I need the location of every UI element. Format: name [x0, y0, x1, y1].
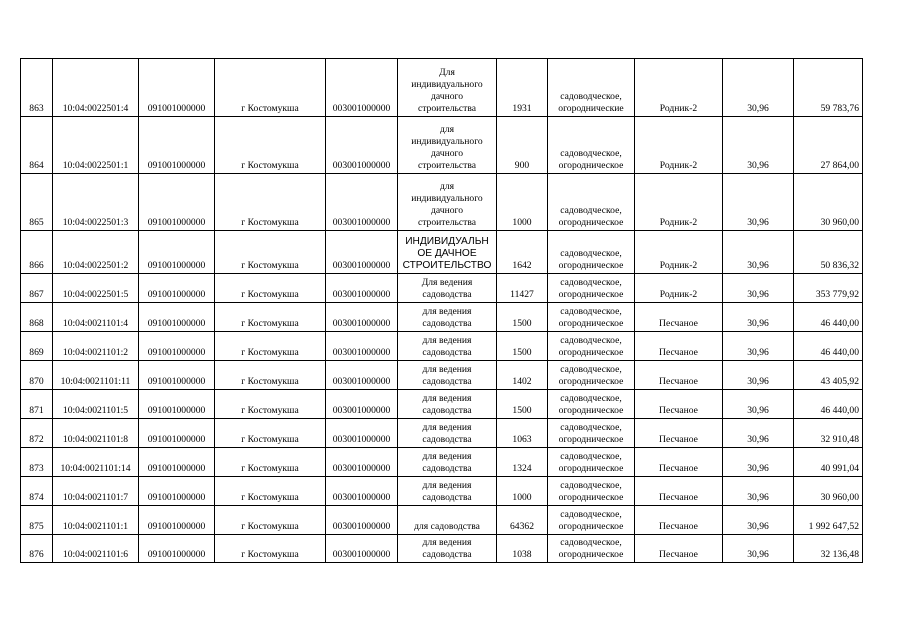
land-register-table	[20, 58, 863, 563]
permitted-use-line: строительства	[417, 103, 477, 114]
settlement-cell: Песчаное	[635, 506, 723, 535]
land-category-cell	[548, 477, 635, 506]
land-category-line: садоводческое,	[560, 422, 622, 433]
row-number-cell: 873	[21, 448, 53, 477]
area-cell: 1642	[497, 231, 548, 274]
land-category-line: огородническое	[558, 376, 624, 387]
permitted-use-cell	[398, 59, 497, 117]
permitted-use-cell	[398, 390, 497, 419]
location-code-cell: 003001000000	[326, 231, 398, 274]
rate-cell: 30,96	[723, 448, 794, 477]
oktmo-code-cell: 091001000000	[139, 59, 215, 117]
land-category-line: огородническое	[558, 318, 624, 329]
permitted-use-line: садоводства	[422, 376, 472, 387]
cadastral-value-cell: 32 136,48	[794, 535, 863, 563]
land-category-line: садоводческое,	[560, 537, 622, 548]
city-cell: г Костомукша	[215, 174, 326, 231]
permitted-use-cell	[398, 332, 497, 361]
area-cell: 1500	[497, 332, 548, 361]
permitted-use-line: индивидуального	[411, 136, 483, 147]
permitted-use-line: садоводства	[422, 492, 472, 503]
land-category-cell	[548, 361, 635, 390]
land-category-cell	[548, 231, 635, 274]
cadastral-number-cell: 10:04:0021101:2	[53, 332, 139, 361]
permitted-use-line: для ведения	[422, 306, 472, 317]
area-cell: 900	[497, 117, 548, 174]
settlement-cell: Песчаное	[635, 477, 723, 506]
permitted-use-line: для ведения	[422, 393, 472, 404]
table-row	[21, 506, 863, 535]
permitted-use-line: для ведения	[422, 480, 472, 491]
permitted-use-line: ИНДИВИДУАЛЬН	[405, 236, 489, 247]
land-category-line: огородническое	[558, 463, 624, 474]
city-cell: г Костомукша	[215, 448, 326, 477]
row-number-cell: 866	[21, 231, 53, 274]
permitted-use-line: строительства	[417, 217, 477, 228]
location-code-cell: 003001000000	[326, 274, 398, 303]
land-category-line: огородническое	[558, 217, 624, 228]
cadastral-number-cell: 10:04:0022501:1	[53, 117, 139, 174]
row-number-cell: 863	[21, 59, 53, 117]
cadastral-value-cell: 40 991,04	[794, 448, 863, 477]
city-cell: г Костомукша	[215, 117, 326, 174]
oktmo-code-cell: 091001000000	[139, 390, 215, 419]
table-row	[21, 332, 863, 361]
city-cell: г Костомукша	[215, 59, 326, 117]
cadastral-number-cell: 10:04:0021101:11	[53, 361, 139, 390]
oktmo-code-cell: 091001000000	[139, 477, 215, 506]
oktmo-code-cell: 091001000000	[139, 303, 215, 332]
table-row	[21, 477, 863, 506]
cadastral-number-cell: 10:04:0022501:3	[53, 174, 139, 231]
oktmo-code-cell: 091001000000	[139, 231, 215, 274]
location-code-cell: 003001000000	[326, 535, 398, 563]
land-category-cell	[548, 174, 635, 231]
location-code-cell: 003001000000	[326, 506, 398, 535]
permitted-use-line: дачного	[430, 205, 463, 216]
permitted-use-line: индивидуального	[411, 193, 483, 204]
permitted-use-line: садоводства	[422, 405, 472, 416]
table-body	[21, 59, 863, 563]
permitted-use-line: садоводства	[422, 434, 472, 445]
land-category-line: садоводческое,	[560, 148, 622, 159]
land-category-line: садоводческое,	[560, 248, 622, 259]
settlement-cell: Родник-2	[635, 174, 723, 231]
permitted-use-cell	[398, 477, 497, 506]
oktmo-code-cell: 091001000000	[139, 361, 215, 390]
permitted-use-cell	[398, 506, 497, 535]
land-category-line: огородническое	[558, 289, 624, 300]
location-code-cell: 003001000000	[326, 477, 398, 506]
settlement-cell: Песчаное	[635, 332, 723, 361]
land-category-cell	[548, 506, 635, 535]
city-cell: г Костомукша	[215, 506, 326, 535]
city-cell: г Костомукша	[215, 390, 326, 419]
land-category-line: садоводческое,	[560, 277, 622, 288]
cadastral-number-cell: 10:04:0021101:4	[53, 303, 139, 332]
oktmo-code-cell: 091001000000	[139, 419, 215, 448]
settlement-cell: Родник-2	[635, 59, 723, 117]
row-number-cell: 871	[21, 390, 53, 419]
land-category-cell	[548, 332, 635, 361]
land-category-line: огородническое	[558, 434, 624, 445]
rate-cell: 30,96	[723, 506, 794, 535]
table-row	[21, 231, 863, 274]
permitted-use-line: для ведения	[422, 451, 472, 462]
row-number-cell: 869	[21, 332, 53, 361]
rate-cell: 30,96	[723, 477, 794, 506]
rate-cell: 30,96	[723, 390, 794, 419]
settlement-cell: Родник-2	[635, 117, 723, 174]
permitted-use-line: Для	[439, 67, 455, 78]
table-row	[21, 117, 863, 174]
land-category-line: огородническое	[558, 549, 624, 560]
area-cell: 1324	[497, 448, 548, 477]
land-category-line: огородническое	[558, 260, 624, 271]
permitted-use-line: для ведения	[422, 364, 472, 375]
permitted-use-line: строительства	[417, 160, 477, 171]
settlement-cell: Родник-2	[635, 231, 723, 274]
rate-cell: 30,96	[723, 303, 794, 332]
area-cell: 1000	[497, 477, 548, 506]
rate-cell: 30,96	[723, 59, 794, 117]
land-category-line: садоводческое,	[560, 393, 622, 404]
permitted-use-line: для ведения	[422, 335, 472, 346]
cadastral-value-cell: 50 836,32	[794, 231, 863, 274]
cadastral-value-cell: 1 992 647,52	[794, 506, 863, 535]
cadastral-value-cell: 353 779,92	[794, 274, 863, 303]
location-code-cell: 003001000000	[326, 390, 398, 419]
city-cell: г Костомукша	[215, 477, 326, 506]
location-code-cell: 003001000000	[326, 59, 398, 117]
land-category-cell	[548, 535, 635, 563]
settlement-cell: Родник-2	[635, 274, 723, 303]
cadastral-number-cell: 10:04:0021101:14	[53, 448, 139, 477]
rate-cell: 30,96	[723, 274, 794, 303]
permitted-use-cell	[398, 535, 497, 563]
oktmo-code-cell: 091001000000	[139, 506, 215, 535]
rate-cell: 30,96	[723, 231, 794, 274]
location-code-cell: 003001000000	[326, 419, 398, 448]
cadastral-number-cell: 10:04:0022501:2	[53, 231, 139, 274]
oktmo-code-cell: 091001000000	[139, 535, 215, 563]
cadastral-value-cell: 43 405,92	[794, 361, 863, 390]
area-cell: 1000	[497, 174, 548, 231]
row-number-cell: 865	[21, 174, 53, 231]
rate-cell: 30,96	[723, 117, 794, 174]
settlement-cell: Песчаное	[635, 448, 723, 477]
oktmo-code-cell: 091001000000	[139, 448, 215, 477]
permitted-use-line: дачного	[430, 148, 463, 159]
permitted-use-cell	[398, 419, 497, 448]
land-category-line: садоводческое,	[560, 205, 622, 216]
permitted-use-line: садоводства	[422, 289, 472, 300]
location-code-cell: 003001000000	[326, 174, 398, 231]
cadastral-value-cell: 27 864,00	[794, 117, 863, 174]
cadastral-value-cell: 30 960,00	[794, 477, 863, 506]
oktmo-code-cell: 091001000000	[139, 117, 215, 174]
cadastral-number-cell: 10:04:0022501:5	[53, 274, 139, 303]
table-row	[21, 535, 863, 563]
table-row	[21, 448, 863, 477]
area-cell: 1038	[497, 535, 548, 563]
location-code-cell: 003001000000	[326, 332, 398, 361]
oktmo-code-cell: 091001000000	[139, 274, 215, 303]
city-cell: г Костомукша	[215, 274, 326, 303]
table-row	[21, 361, 863, 390]
area-cell: 64362	[497, 506, 548, 535]
cadastral-value-cell: 59 783,76	[794, 59, 863, 117]
rate-cell: 30,96	[723, 332, 794, 361]
permitted-use-line: для	[439, 124, 455, 135]
cadastral-value-cell: 46 440,00	[794, 332, 863, 361]
row-number-cell: 875	[21, 506, 53, 535]
oktmo-code-cell: 091001000000	[139, 332, 215, 361]
cadastral-number-cell: 10:04:0021101:6	[53, 535, 139, 563]
row-number-cell: 874	[21, 477, 53, 506]
cadastral-number-cell: 10:04:0021101:8	[53, 419, 139, 448]
land-category-line: огороднические	[558, 103, 624, 114]
settlement-cell: Песчаное	[635, 535, 723, 563]
permitted-use-line: для ведения	[422, 422, 472, 433]
city-cell: г Костомукша	[215, 535, 326, 563]
row-number-cell: 867	[21, 274, 53, 303]
permitted-use-line: Для ведения	[421, 277, 473, 288]
area-cell: 1063	[497, 419, 548, 448]
cadastral-number-cell: 10:04:0022501:4	[53, 59, 139, 117]
land-category-line: огородническое	[558, 492, 624, 503]
land-category-line: садоводческое,	[560, 306, 622, 317]
land-category-cell	[548, 448, 635, 477]
land-category-line: садоводческое,	[560, 451, 622, 462]
permitted-use-cell	[398, 174, 497, 231]
rate-cell: 30,96	[723, 419, 794, 448]
permitted-use-line: для ведения	[422, 537, 472, 548]
land-category-cell	[548, 274, 635, 303]
area-cell: 1402	[497, 361, 548, 390]
location-code-cell: 003001000000	[326, 303, 398, 332]
permitted-use-cell	[398, 231, 497, 274]
land-category-line: садоводческое,	[560, 509, 622, 520]
location-code-cell: 003001000000	[326, 361, 398, 390]
row-number-cell: 864	[21, 117, 53, 174]
permitted-use-cell	[398, 361, 497, 390]
area-cell: 1500	[497, 390, 548, 419]
row-number-cell: 868	[21, 303, 53, 332]
table-row	[21, 419, 863, 448]
permitted-use-cell	[398, 303, 497, 332]
cadastral-number-cell: 10:04:0021101:1	[53, 506, 139, 535]
permitted-use-cell	[398, 448, 497, 477]
permitted-use-cell	[398, 274, 497, 303]
rate-cell: 30,96	[723, 361, 794, 390]
settlement-cell: Песчаное	[635, 390, 723, 419]
land-category-line: садоводческое,	[560, 91, 622, 102]
city-cell: г Костомукша	[215, 303, 326, 332]
permitted-use-line: садоводства	[422, 549, 472, 560]
land-category-line: огородническое	[558, 347, 624, 358]
permitted-use-line: для	[439, 181, 455, 192]
city-cell: г Костомукша	[215, 361, 326, 390]
settlement-cell: Песчаное	[635, 303, 723, 332]
land-category-line: огородническое	[558, 521, 624, 532]
city-cell: г Костомукша	[215, 419, 326, 448]
permitted-use-cell	[398, 117, 497, 174]
land-category-line: садоводческое,	[560, 364, 622, 375]
land-category-cell	[548, 117, 635, 174]
rate-cell: 30,96	[723, 535, 794, 563]
location-code-cell: 003001000000	[326, 117, 398, 174]
settlement-cell: Песчаное	[635, 419, 723, 448]
permitted-use-line: ОЕ ДАЧНОЕ	[417, 248, 477, 259]
city-cell: г Костомукша	[215, 332, 326, 361]
cadastral-value-cell: 46 440,00	[794, 303, 863, 332]
land-category-cell	[548, 390, 635, 419]
row-number-cell: 870	[21, 361, 53, 390]
city-cell: г Костомукша	[215, 231, 326, 274]
area-cell: 11427	[497, 274, 548, 303]
land-category-line: садоводческое,	[560, 480, 622, 491]
table-row	[21, 390, 863, 419]
permitted-use-line: СТРОИТЕЛЬСТВО	[402, 260, 492, 271]
table-row	[21, 303, 863, 332]
permitted-use-line: садоводства	[422, 347, 472, 358]
land-category-cell	[548, 59, 635, 117]
table-row	[21, 274, 863, 303]
permitted-use-line: дачного	[430, 91, 463, 102]
land-category-line: огородническое	[558, 160, 624, 171]
row-number-cell: 872	[21, 419, 53, 448]
row-number-cell: 876	[21, 535, 53, 563]
cadastral-value-cell: 46 440,00	[794, 390, 863, 419]
cadastral-number-cell: 10:04:0021101:7	[53, 477, 139, 506]
table-row	[21, 174, 863, 231]
permitted-use-line: индивидуального	[411, 79, 483, 90]
area-cell: 1931	[497, 59, 548, 117]
land-category-line: садоводческое,	[560, 335, 622, 346]
location-code-cell: 003001000000	[326, 448, 398, 477]
permitted-use-line: садоводства	[422, 463, 472, 474]
land-category-cell	[548, 419, 635, 448]
land-category-cell	[548, 303, 635, 332]
table-row	[21, 59, 863, 117]
permitted-use-line: садоводства	[422, 318, 472, 329]
cadastral-number-cell: 10:04:0021101:5	[53, 390, 139, 419]
permitted-use-line: для садоводства	[414, 521, 480, 532]
settlement-cell: Песчаное	[635, 361, 723, 390]
cadastral-value-cell: 30 960,00	[794, 174, 863, 231]
cadastral-value-cell: 32 910,48	[794, 419, 863, 448]
oktmo-code-cell: 091001000000	[139, 174, 215, 231]
area-cell: 1500	[497, 303, 548, 332]
rate-cell: 30,96	[723, 174, 794, 231]
land-category-line: огородническое	[558, 405, 624, 416]
